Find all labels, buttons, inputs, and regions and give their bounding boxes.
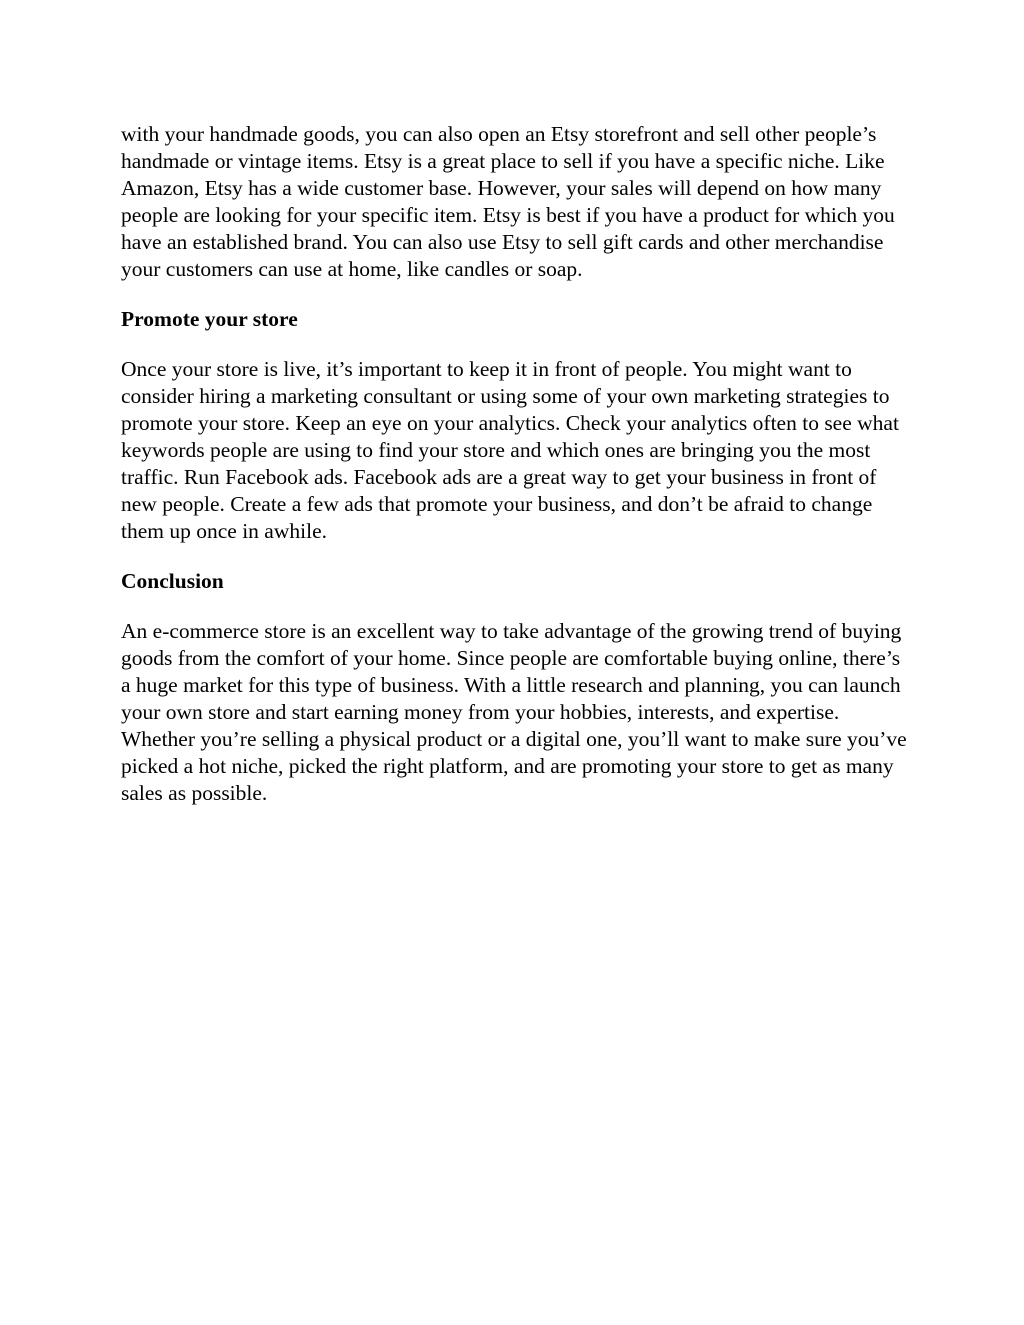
section-heading-conclusion: Conclusion [121, 569, 224, 593]
section-body-conclusion: An e-commerce store is an excellent way to take advantage of the growing trend of buying goods from the comfort of your home. Since people are comfortable buying online, there’s a huge market for this type of business. With a little research and planning, you can launch your own store and start earning money from your hobbies, interests, and expertise. Whether you’re selling a physical product or a digital one, you’ll want to make sure you’ve picked a hot niche, picked the right platform, and are promoting your store to get as many sales as possible. [121, 619, 907, 805]
section-body-promote: Once your store is live, it’s important to keep it in front of people. You might want to consider hiring a marketing consultant or using some of your own marketing strategies to promote your store. Keep an eye on your analytics. Check your analytics often to see what keywords people are using to find your store and which ones are bringing you the most traffic. Run Facebook ads. Facebook ads are a great way to get your business in front of new people. Create a few ads that promote your business, and don’t be afraid to change them up once in awhile. [121, 357, 899, 543]
intro-paragraph: with your handmade goods, you can also open an Etsy storefront and sell other people’s handmade or vintage items. Etsy is a great place to sell if you have a specific niche. Like Amazon, Etsy has a wide customer base. However, your sales will depend on how many people are looking for your specific item. Etsy is best if you have a product for which you have an established brand. You can also use Etsy to sell gift cards and other merchandise your customers can use at home, like candles or soap. [121, 122, 895, 281]
section-heading-promote: Promote your store [121, 307, 298, 331]
document-body [121, 121, 911, 830]
